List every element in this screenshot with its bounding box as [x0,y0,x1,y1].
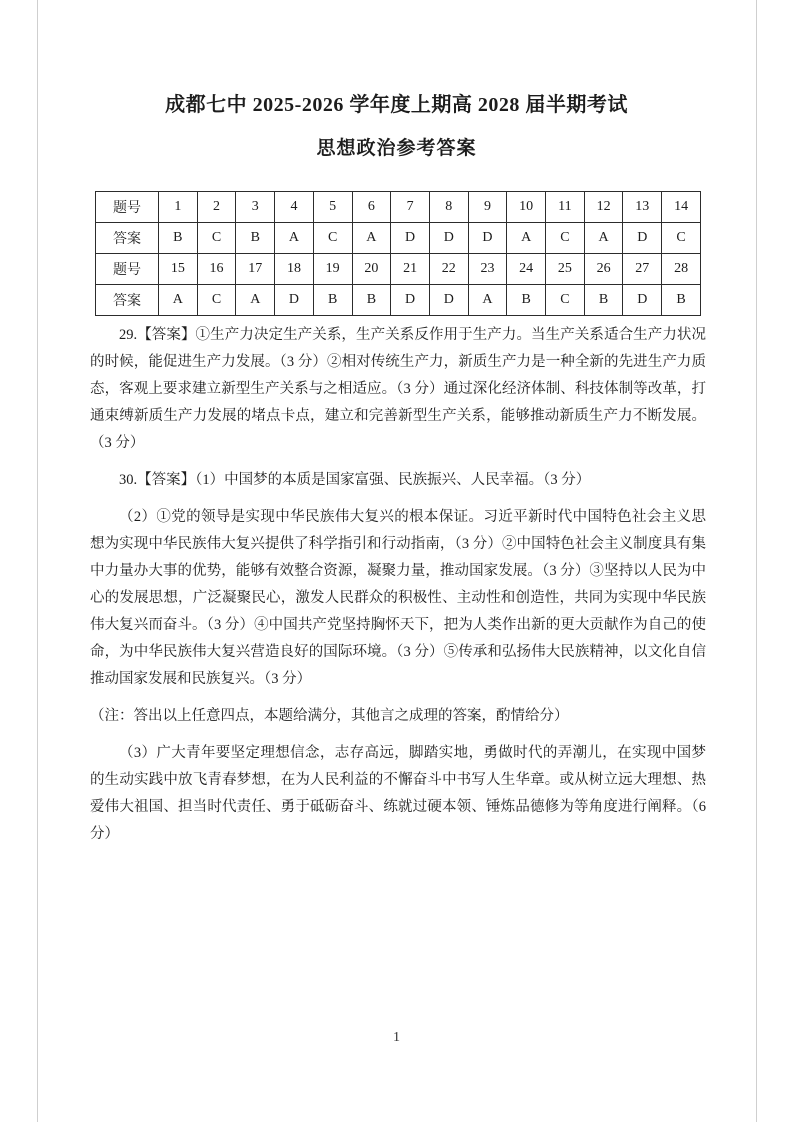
answer-table-cell: C [197,223,236,254]
answer-table-cell: A [159,285,198,316]
answer-table-cell: 1 [159,192,198,223]
answer-table-cell: B [584,285,623,316]
answer-paragraph: （3）广大青年要坚定理想信念，志存高远，脚踏实地，勇做时代的弄潮儿，在实现中国梦的生动实践中放飞青春梦想，在为人民利益的不懈奋斗中书写人生华章。或从树立远大理想、热爱伟大祖国、担当时代责任、勇于砥砺奋斗、练就过硬本领、锤炼品德修为等角度进行阐释。（6 分） [90,745,706,842]
answer-table-cell: 24 [507,254,546,285]
answer-table-cell: A [352,223,391,254]
answer-paragraph: （2）①党的领导是实现中华民族伟大复兴的根本保证。习近平新时代中国特色社会主义思想为实现中华民族伟大复兴提供了科学指引和行动指南，（3 分）②中国特色社会主义制度具有集中力量办大事的优势，能够有效整合资源，凝聚力量，推动国家发展。（3 分）③坚持以人民为中心的发展思想，广泛凝聚民心，激发人民群众的积极性、主动性和创造性，共同为实现中华民族伟大复兴而奋斗。（3 分）④中国共产党坚持胸怀天下，把为人类作出新的更大贡献作为自己的使命，为中华民族伟大复兴营造良好的国际环境。（3 分）⑤传承和弘扬伟大民族精神，以文化自信推动国家发展和民族复兴。（3 分） [90,509,706,687]
answer-table-cell: B [507,285,546,316]
answer-table-cell: 22 [429,254,468,285]
answer-paragraph: 30.【答案】（1）中国梦的本质是国家富强、民族振兴、人民幸福。（3 分） [119,472,591,488]
answer-table-cell: A [468,285,507,316]
scan-edge-right [756,0,757,1122]
answer-table-cell: 15 [159,254,198,285]
answer-key-subtitle: 思想政治参考答案 [316,138,477,159]
answer-table-cell: A [507,223,546,254]
answer-table-row [96,254,701,285]
answer-table-cell: D [623,223,662,254]
answer-table-cell: 26 [584,254,623,285]
answer-table-cell: 5 [313,192,352,223]
answer-table-row-label: 题号 [96,254,159,285]
answer-table-cell: A [275,223,314,254]
answer-paragraph: 29.【答案】①生产力决定生产关系，生产关系反作用于生产力。当生产关系适合生产力状况的时候，能促进生产力发展。（3 分）②相对传统生产力，新质生产力是一种全新的先进生产力质态，客观上要求建立新型生产关系与之相适应。（3 分）通过深化经济体制、科技体制等改革，打通束缚新质生产力发展的堵点卡点，建立和完善新型生产关系，能够推动新质生产力不断发展。（3 分） [90,327,706,451]
answer-table-cell: 2 [197,192,236,223]
answer-table-cell: C [546,285,585,316]
answer-paragraph: （注：答出以上任意四点，本题给满分，其他言之成理的答案，酌情给分） [90,708,569,724]
answer-body [90,322,706,858]
answer-table-cell: 4 [275,192,314,223]
answer-table-cell: 27 [623,254,662,285]
answer-table-row [96,192,701,223]
answer-table-cell: C [546,223,585,254]
answer-table-cell: 16 [197,254,236,285]
answer-table-row [96,285,701,316]
answer-table-cell: 12 [584,192,623,223]
answer-table-row-label: 题号 [96,192,159,223]
answer-table-cell: 9 [468,192,507,223]
answer-table-cell: D [391,285,430,316]
answer-table-row [96,223,701,254]
exam-title: 成都七中 2025-2026 学年度上期高 2028 届半期考试 [165,94,628,116]
answer-table-row-label: 答案 [96,285,159,316]
answer-table-cell: 17 [236,254,275,285]
answer-table-cell: C [662,223,701,254]
answer-table-cell: 19 [313,254,352,285]
answer-table-cell: D [391,223,430,254]
answer-table-cell: 28 [662,254,701,285]
answer-table-cell: 7 [391,192,430,223]
answer-table-cell: 13 [623,192,662,223]
answer-table-cell: B [159,223,198,254]
answer-table-cell: C [313,223,352,254]
answer-table-cell: D [468,223,507,254]
answer-table-cell: 10 [507,192,546,223]
answer-table-row-label: 答案 [96,223,159,254]
answer-table-cell: D [275,285,314,316]
answer-table-cell: 20 [352,254,391,285]
answer-table-cell: 14 [662,192,701,223]
scan-edge-left [37,0,38,1122]
answer-table-cell: D [623,285,662,316]
answer-table-cell: D [429,285,468,316]
answer-table-cell: A [584,223,623,254]
document-header [0,88,793,160]
answer-table-cell: 18 [275,254,314,285]
answer-table-cell: B [313,285,352,316]
answer-table-cell: A [236,285,275,316]
answer-table-cell: 11 [546,192,585,223]
answer-table-body [96,192,701,316]
answer-table-cell: 23 [468,254,507,285]
answer-table-cell: 3 [236,192,275,223]
answer-table-cell: D [429,223,468,254]
answer-table-cell: C [197,285,236,316]
answer-table-cell: 25 [546,254,585,285]
answer-table-cell: B [352,285,391,316]
page-number: 1 [393,1030,400,1045]
answer-table-cell: 8 [429,192,468,223]
answer-table [95,191,701,316]
answer-table-cell: B [662,285,701,316]
answer-table-cell: 6 [352,192,391,223]
answer-table-cell: 21 [391,254,430,285]
answer-table-cell: B [236,223,275,254]
